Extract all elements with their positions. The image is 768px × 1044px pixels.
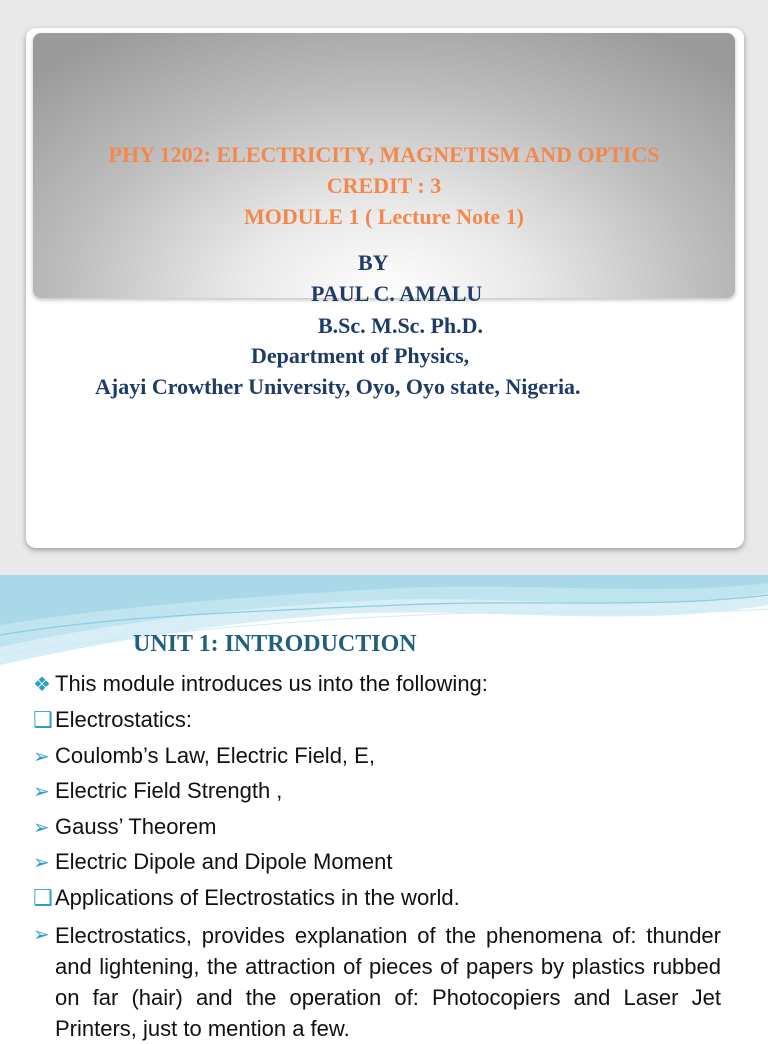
list-item-text: Electric Dipole and Dipole Moment <box>55 849 393 874</box>
by-label: BY <box>358 250 389 275</box>
list-item-text: Electric Field Strength , <box>55 778 283 803</box>
module-line: MODULE 1 ( Lecture Note 1) <box>243 204 525 229</box>
institution-name: Ajayi Crowther University, Oyo, Oyo state, Nigeria. <box>95 374 581 399</box>
author-name: PAUL C. AMALU <box>311 281 483 306</box>
introduction-slide <box>0 575 768 1041</box>
paragraph-text: Electrostatics, provides explanation of the phenomena of: thunder and lightening, the attraction of pieces of papers by plastics rubbed on far (hair) and the operation of: Photocopiers and Laser Jet Printers, just to mention a few. <box>55 923 721 1041</box>
arrow-bullet-icon: ➢ <box>33 781 50 803</box>
diamond-bullet-icon: ❖ <box>33 674 51 696</box>
list-item <box>33 741 721 772</box>
list-item <box>33 883 721 913</box>
list-item-text: Coulomb’s Law, Electric Field, E, <box>55 743 375 768</box>
department-name: Department of Physics, <box>251 343 470 368</box>
wave-header-decoration <box>0 575 768 675</box>
list-item <box>33 812 721 843</box>
author-degrees: B.Sc. M.Sc. Ph.D. <box>318 313 483 338</box>
list-item-text: This module introduces us into the following: <box>55 671 488 696</box>
list-item <box>33 847 721 878</box>
paragraph-item <box>33 920 721 1044</box>
credit-line: CREDIT : 3 <box>326 173 442 198</box>
list-item-text: Applications of Electrostatics in the world. <box>55 885 460 910</box>
list-item <box>33 669 721 700</box>
list-item <box>33 776 721 807</box>
arrow-bullet-icon: ➢ <box>33 852 50 874</box>
list-item <box>33 705 721 735</box>
list-item-text: Electrostatics: <box>55 707 192 732</box>
list-item-text: Gauss’ Theorem <box>55 814 217 839</box>
unit-heading: UNIT 1: INTRODUCTION <box>133 631 417 657</box>
arrow-bullet-icon: ➢ <box>33 924 50 946</box>
square-bullet-icon: ❑ <box>33 707 53 732</box>
arrow-bullet-icon: ➢ <box>33 746 50 768</box>
course-title: PHY 1202: ELECTRICITY, MAGNETISM AND OPTICS <box>108 142 660 167</box>
arrow-bullet-icon: ➢ <box>33 817 50 839</box>
square-bullet-icon: ❑ <box>33 885 53 910</box>
